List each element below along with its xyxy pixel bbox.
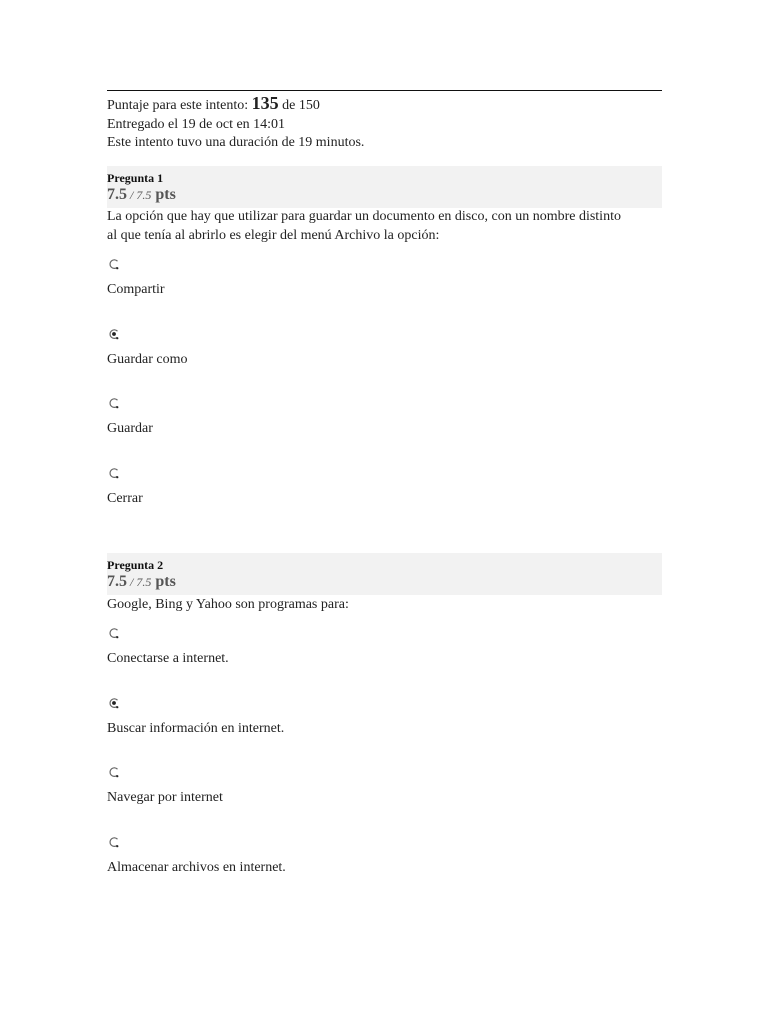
question-2-option-1-radio-icon[interactable]: [108, 627, 120, 639]
question-2-score: 7.5 / 7.5 pts: [107, 573, 176, 590]
question-2-option-3-label[interactable]: Navegar por internet: [107, 790, 223, 805]
question-1-option-2-radio-icon[interactable]: [108, 328, 120, 340]
question-1-option-1-radio-icon[interactable]: [108, 258, 120, 270]
question-1-option-1-label[interactable]: Compartir: [107, 282, 165, 297]
question-1-option-4-label[interactable]: Cerrar: [107, 491, 143, 506]
score-suffix: de 150: [278, 98, 320, 113]
question-2-option-4-label[interactable]: Almacenar archivos en internet.: [107, 860, 286, 875]
duration-line: Este intento tuvo una duración de 19 minutos.: [107, 135, 365, 150]
question-2-text: Google, Bing y Yahoo son programas para:: [107, 597, 349, 612]
question-2-option-1-label[interactable]: Conectarse a internet.: [107, 651, 229, 666]
question-2-option-2-label[interactable]: Buscar información en internet.: [107, 721, 285, 736]
question-1-header: [107, 166, 662, 208]
question-2-option-4-radio-icon[interactable]: [108, 836, 120, 848]
question-2-option-3-radio-icon[interactable]: [108, 766, 120, 778]
question-1-option-3-label[interactable]: Guardar: [107, 421, 153, 436]
question-1-score: 7.5 / 7.5 pts: [107, 186, 176, 203]
score-line: [107, 94, 364, 116]
question-1-text: La opción que hay que utilizar para guardar un documento en disco, con un nombre distinto al que tenía al abrirlo es elegir del menú Archivo la opción:: [107, 209, 621, 243]
question-2-option-2-radio-icon[interactable]: [108, 697, 120, 709]
question-2-title: Pregunta 2: [107, 558, 164, 572]
score-prefix: Puntaje para este intento:: [107, 98, 252, 113]
attempt-summary: [107, 94, 364, 153]
question-2-header: [107, 553, 662, 595]
question-1-option-4-radio-icon[interactable]: [108, 467, 120, 479]
question-1-title: Pregunta 1: [107, 171, 164, 185]
top-divider: [107, 90, 662, 91]
submitted-line: Entregado el 19 de oct en 14:01: [107, 116, 286, 132]
question-1-option-3-radio-icon[interactable]: [108, 397, 120, 409]
question-1-option-2-label[interactable]: Guardar como: [107, 352, 188, 367]
score-value: 135: [251, 93, 279, 113]
